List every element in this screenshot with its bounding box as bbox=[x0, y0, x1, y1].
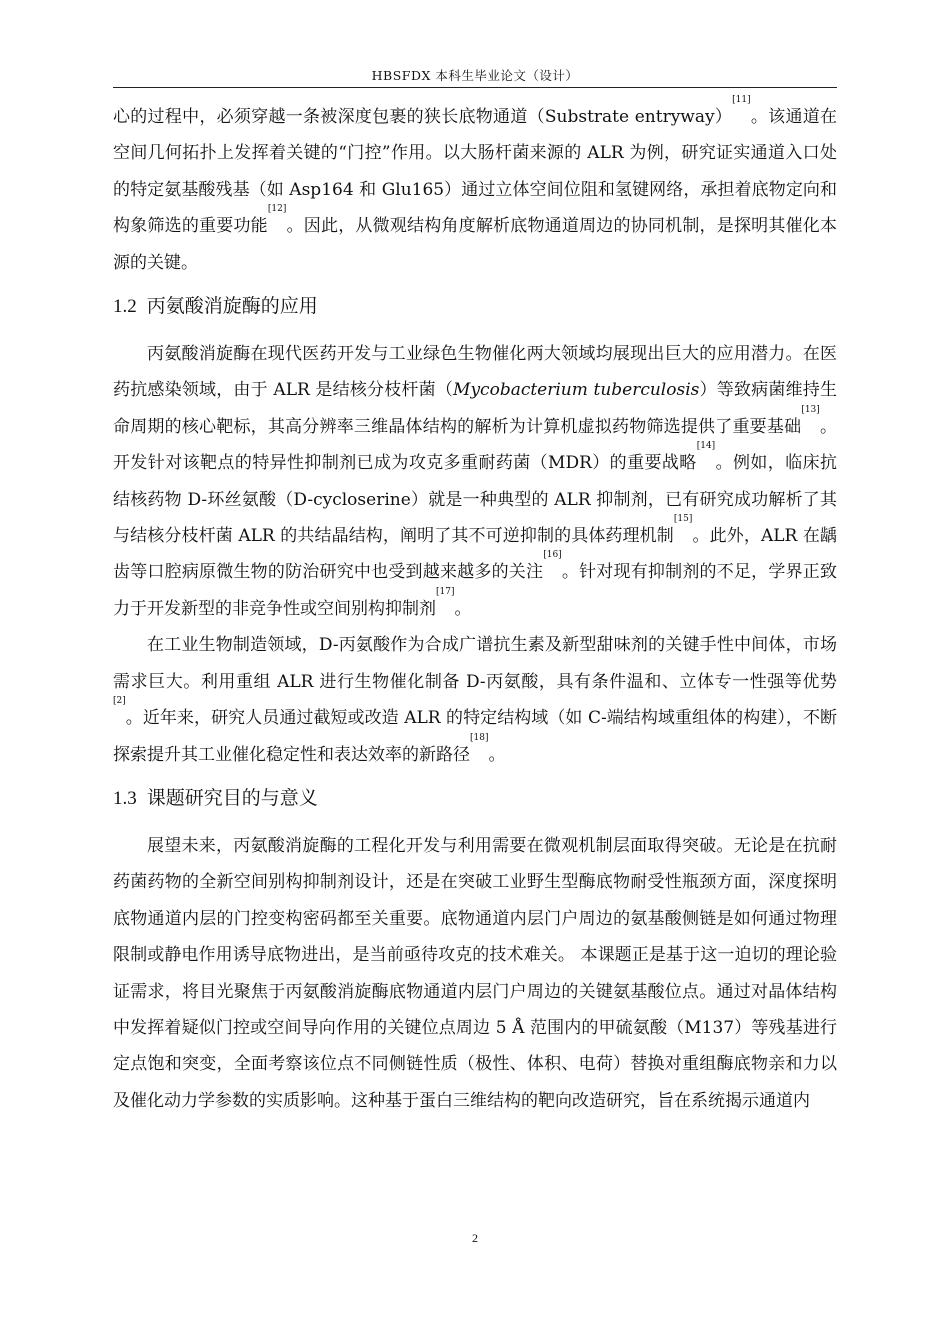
citation: [11] bbox=[732, 95, 751, 105]
section-title: 丙氨酸消旋酶的应用 bbox=[146, 295, 318, 318]
header-rule bbox=[113, 87, 837, 88]
citation: [18] bbox=[470, 732, 489, 743]
text-run: 。此外，ALR 在龋齿等口腔病原微生物的防治研究中也受到越来越多的关注 bbox=[113, 526, 837, 583]
paragraph-3 bbox=[113, 627, 837, 773]
text-run: 。该通道在空间几何拓扑上发挥着关键的“门控”作用。以大肠杆菌来源的 ALR 为例，研究证实通道入口处的特定氨基酸残基（如 Asp164 和 Glu165）通过立体空间位阻和氢键网络，承担着底物定向和构象筛选的重要功能 bbox=[113, 107, 837, 237]
page-number: 2 bbox=[472, 1231, 478, 1245]
section-heading-1-2 bbox=[113, 288, 837, 325]
text-run: 在工业生物制造领域，D-丙氨酸作为合成广谱抗生素及新型甜味剂的关键手性中间体，市场需求巨大。利用重组 ALR 进行生物催化制备 D-丙氨酸，具有条件温和、立体专一性强等优势 bbox=[113, 635, 837, 692]
text-run: 。 bbox=[454, 598, 472, 619]
paragraph-4: 展望未来，丙氨酸消旋酶的工程化开发与利用需要在微观机制层面取得突破。无论是在抗耐药菌药物的全新空间别构抑制剂设计，还是在突破工业野生型酶底物耐受性瓶颈方面，深度探明底物通道内层的门控变构密码都至关重要。底物通道内层门户周边的氨基酸侧链是如何通过物理限制或静电作用诱导底物进出，是当前亟待攻克的技术难关。 本课题正是基于这一迫切的理论验证需求，将目光聚焦于丙氨酸消旋酶底物通道内层门户周边的关键氨基酸位点。通过对晶体结构中发挥着疑似门控或空间导向作用的关键位点周边 5 Å 范围内的甲硫氨酸（M137）等残基进行定点饱和突变，全面考察该位点不同侧链性质（极性、体积、电荷）替换对重组酶底物亲和力以及催化动力学参数的实质影响。这种基于蛋白三维结构的靶向改造研究，旨在系统揭示通道内 bbox=[113, 835, 837, 1111]
text-run: 心的过程中，必须穿越一条被深度包裹的狭长底物通道（Substrate entryway） bbox=[113, 107, 733, 127]
section-number: 1.2 bbox=[113, 296, 137, 318]
citation: [14] bbox=[696, 441, 716, 452]
text-run: 。因此，从微观结构角度解析底物通道周边的协同机制，是探明其催化本源的关键。 bbox=[113, 216, 838, 273]
species-name: Mycobacterium tuberculosis bbox=[453, 380, 700, 401]
citation: [12] bbox=[267, 204, 287, 215]
text-run: 。开发针对该靶点的特异性抑制剂已成为攻克多重耐药菌（MDR）的重要战略 bbox=[113, 416, 838, 474]
citation: [16] bbox=[543, 550, 562, 561]
text-run: 丙氨酸消旋酶在现代医药开发与工业绿色生物催化两大领域均展现出巨大的应用潜力。在医药抗感染领域，由于 ALR 是结核分枝杆菌（ bbox=[113, 344, 837, 401]
text-run: ）等致病菌维持生命周期的核心靶标，其高分辨率三维晶体结构的解析为计算机虚拟药物筛选提供了重要基础 bbox=[113, 380, 837, 437]
text-run: 。针对现有抑制剂的不足，学界正致力于开发新型的非竞争性或空间别构抑制剂 bbox=[113, 562, 838, 619]
citation: [17] bbox=[436, 586, 455, 597]
section-title: 课题研究目的与意义 bbox=[146, 786, 318, 809]
paragraph-2 bbox=[113, 336, 837, 627]
text-run: 。近年来，研究人员通过截短或改造 ALR 的特定结构域（如 C-端结构域重组体的构建），不断探索提升其工业催化稳定性和表达效率的新路径 bbox=[113, 708, 837, 765]
text-run: 。 bbox=[488, 744, 506, 765]
page-body bbox=[113, 95, 838, 1119]
page-header: HBSFDX 本科生毕业论文（设计） bbox=[371, 68, 579, 83]
citation: [13] bbox=[801, 404, 820, 415]
text-run: 。例如，临床抗结核药物 D-环丝氨酸（D-cycloserine）就是一种典型的 ALR 抑制剂，已有研究成功解析了其与结核分枝杆菌 ALR 的共结晶结构，阐明了其不可逆抑制的具体药理机制 bbox=[113, 453, 838, 547]
section-heading-1-3 bbox=[113, 780, 837, 817]
paragraph-1 bbox=[113, 95, 838, 281]
citation: [15] bbox=[673, 514, 693, 525]
section-number: 1.3 bbox=[113, 787, 137, 809]
citation: [2] bbox=[113, 696, 126, 707]
